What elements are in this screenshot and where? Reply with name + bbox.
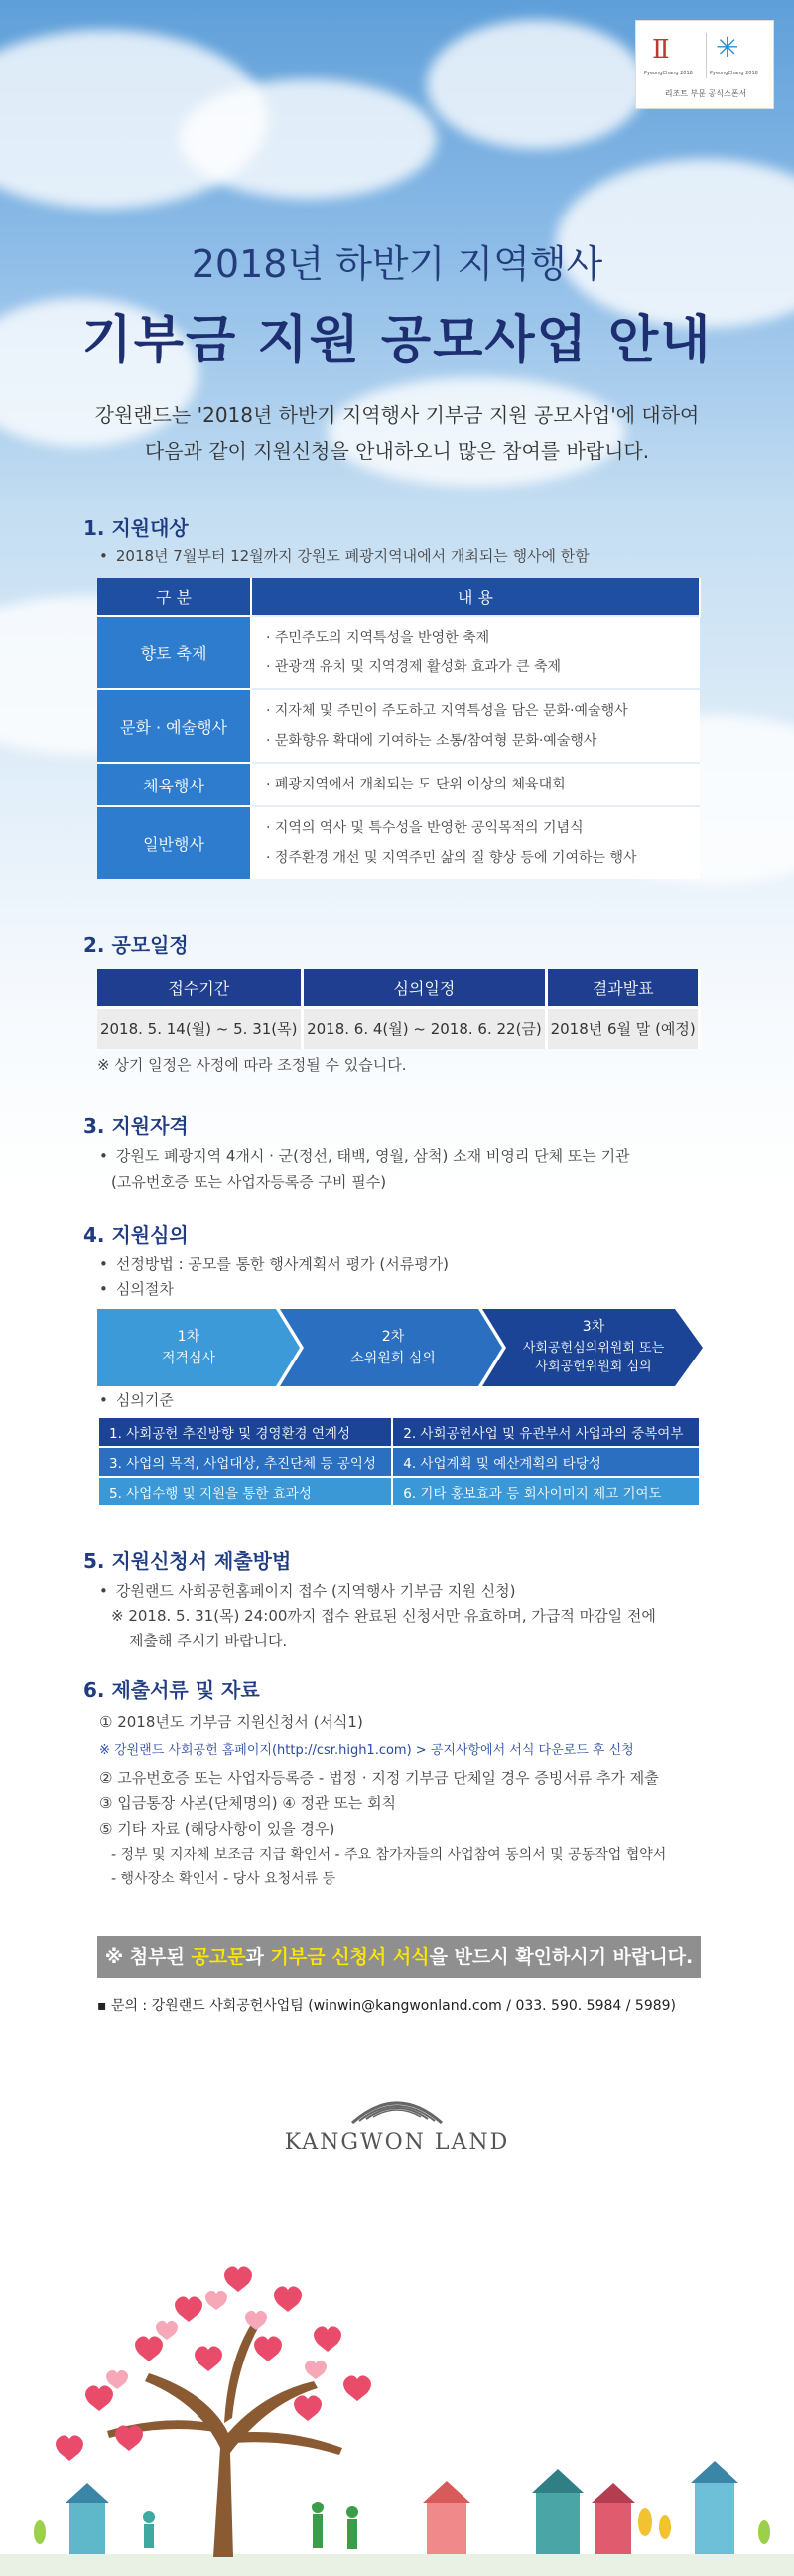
criteria-label-text: 심의기준 — [115, 1391, 174, 1409]
schedule-header: 심의일정 — [302, 969, 547, 1007]
support-target-table — [97, 578, 701, 879]
bullet-icon: • — [99, 1255, 108, 1273]
criteria-cell: 4. 사업계획 및 예산계획의 타당성 — [392, 1447, 700, 1477]
bullet-icon: • — [99, 1582, 108, 1600]
step2-desc: 소위원회 심의 — [350, 1351, 436, 1366]
pyeongchang-olympic-emblem-icon: Ⅱ — [652, 35, 670, 65]
section4-procedure-label — [99, 1277, 174, 1302]
criteria-cell: 3. 사업의 목적, 사업대상, 추진단체 등 공익성 — [98, 1447, 392, 1477]
criteria-cell: 6. 기타 홍보효과 등 회사이미지 제고 기여도 — [392, 1477, 700, 1506]
section6-item5: ⑤ 기타 자료 (해당사항이 있을 경우) — [99, 1820, 335, 1838]
row-line: · 주민주도의 지역특성을 반영한 축제 — [266, 630, 490, 645]
intro-line2: 다음과 같이 지원신청을 안내하오니 많은 참여를 바랍니다. — [144, 439, 650, 463]
section5-line2: ※ 2018. 5. 31(목) 24:00까지 접수 완료된 신청서만 유효하며, 가급적 마감일 전에 — [111, 1607, 656, 1625]
criteria-cell: 5. 사업수행 및 지원을 통한 효과성 — [98, 1477, 392, 1506]
section6-item1-note: ※ 강원랜드 사회공헌 홈페이지(http://csr.high1.com) > 공지사항에서 서식 다운로드 후 신청 — [99, 1743, 634, 1758]
step2-arrow — [280, 1309, 502, 1386]
brand-name: KANGWON LAND — [284, 2130, 510, 2155]
step3-label: 3차 — [582, 1319, 605, 1335]
row-line: · 지역의 역사 및 특수성을 반영한 공익목적의 기념식 — [266, 820, 584, 836]
review-criteria-table — [97, 1416, 701, 1507]
table-row — [97, 616, 700, 689]
pyeongchang-paralympic-emblem-icon: ✳ — [716, 31, 739, 64]
row-category: 향토 축제 — [97, 616, 251, 689]
schedule-value: 2018. 6. 4(월) ~ 2018. 6. 22(금) — [302, 1007, 547, 1049]
section6-item3: ③ 입금통장 사본(단체명의) ④ 정관 또는 회칙 — [99, 1794, 397, 1812]
row-content — [251, 806, 700, 879]
step1-arrow — [97, 1309, 300, 1386]
step3-desc1: 사회공헌심의위원회 또는 — [522, 1341, 665, 1356]
row-line: · 지자체 및 주민이 주도하고 지역특성을 담은 문화·예술행사 — [266, 703, 628, 719]
title-line1: 2018년 하반기 지역행사 — [191, 242, 603, 286]
section1-bullet — [99, 544, 590, 569]
step1-label: 1차 — [177, 1329, 200, 1345]
table-row — [98, 1417, 700, 1447]
schedule-value: 2018년 6월 말 (예정) — [547, 1007, 700, 1049]
table-row — [97, 1007, 700, 1049]
section6-item1: ① 2018년도 기부금 지원신청서 (서식1) — [99, 1713, 363, 1731]
review-procedure-arrows — [97, 1309, 703, 1386]
tree-and-village-illustration — [0, 2205, 794, 2576]
village-houses — [66, 2461, 738, 2554]
contact-info: ▪ 문의 : 강원랜드 사회공헌사업팀 (winwin@kangwonland.com / 033. 590. 5984 / 5989) — [97, 1998, 677, 2014]
schedule-table — [97, 969, 701, 1049]
table-row — [98, 1447, 700, 1477]
row-content — [251, 763, 700, 806]
sponsor-caption: 리조트 부문 공식스폰서 — [664, 89, 747, 98]
bullet-icon: • — [99, 1280, 108, 1298]
notice-suffix: 을 반드시 확인하시기 바랍니다. — [429, 1946, 694, 1968]
row-category: 문화 · 예술행사 — [97, 689, 251, 763]
section4-method-text: 선정방법 : 공모를 통한 행사계획서 평가 (서류평가) — [115, 1255, 450, 1273]
col-category: 구 분 — [97, 578, 251, 616]
section1-heading: 1. 지원대상 — [83, 516, 189, 540]
section5-heading: 5. 지원신청서 제출방법 — [83, 1549, 292, 1573]
intro-text — [0, 397, 794, 469]
section4-criteria-label — [99, 1388, 174, 1413]
criteria-cell: 2. 사회공헌사업 및 유관부서 사업과의 중복여부 — [392, 1417, 700, 1447]
cloud — [179, 79, 437, 199]
bullet-icon: • — [99, 1147, 108, 1165]
ground — [0, 2554, 794, 2576]
row-line: · 폐광지역에서 개최되는 도 단위 이상의 체육대회 — [266, 777, 566, 792]
schedule-note: ※ 상기 일정은 사정에 따라 조정될 수 있습니다. — [97, 1056, 407, 1073]
section3-heading: 3. 지원자격 — [83, 1114, 189, 1138]
schedule-value: 2018. 5. 14(월) ~ 5. 31(목) — [97, 1007, 302, 1049]
table-row — [98, 1477, 700, 1506]
section3-line1-text: 강원도 폐광지역 4개시 · 군(정선, 태백, 영월, 삼척) 소재 비영리 단체 또는 기관 — [115, 1147, 630, 1165]
step2-label: 2차 — [381, 1329, 405, 1345]
section2-heading: 2. 공모일정 — [83, 933, 189, 957]
notice-highlight-announcement: 공고문 — [191, 1946, 246, 1968]
section3-line2: (고유번호증 또는 사업자등록증 구비 필수) — [111, 1173, 387, 1191]
intro-line1: 강원랜드는 '2018년 하반기 지역행사 기부금 지원 공모사업'에 대하여 — [94, 403, 700, 427]
section4-method — [99, 1252, 449, 1277]
row-category: 체육행사 — [97, 763, 251, 806]
bullet-icon: • — [99, 1391, 108, 1409]
col-content: 내 용 — [251, 578, 700, 616]
section3-line1 — [99, 1144, 630, 1169]
row-content — [251, 616, 700, 689]
title-line2: 기부금 지원 공모사업 안내 — [81, 311, 713, 370]
notice-mid: 과 — [245, 1946, 271, 1968]
row-line: · 정주환경 개선 및 지역주민 삶의 질 향상 등에 기여하는 행사 — [266, 850, 637, 866]
row-category: 일반행사 — [97, 806, 251, 879]
section6-item5-b: - 행사장소 확인서 - 당사 요청서류 등 — [111, 1871, 336, 1887]
cloud — [427, 20, 645, 149]
step3-desc2: 사회공헌위원회 심의 — [535, 1360, 652, 1374]
procedure-label-text: 심의절차 — [115, 1280, 174, 1298]
row-line: · 관광객 유치 및 지역경제 활성화 효과가 큰 축제 — [266, 659, 562, 675]
paralympic-emblem-text: PyeongChang 2018 — [710, 71, 758, 76]
section5-line3: 제출해 주시기 바랍니다. — [129, 1632, 288, 1649]
table-row — [97, 806, 700, 879]
notice-highlight-form: 기부금 신청서 서식 — [270, 1946, 430, 1968]
olympic-emblem-text: PyeongChang 2018 — [644, 71, 693, 76]
badge-divider — [706, 33, 707, 78]
people-figures — [143, 2502, 358, 2549]
section6-item2: ② 고유번호증 또는 사업자등록증 - 법정 · 지정 기부금 단체일 경우 증빙서류 추가 제출 — [99, 1769, 659, 1787]
table-row — [97, 763, 700, 806]
schedule-header: 접수기간 — [97, 969, 302, 1007]
schedule-header: 결과발표 — [547, 969, 700, 1007]
notice-banner — [97, 1936, 701, 1978]
bullet-icon: • — [99, 547, 108, 565]
section6-item5-a: - 정부 및 지자체 보조금 지급 확인서 - 주요 참가자들의 사업참여 동의서 및 공동작업 협약서 — [111, 1847, 667, 1863]
olympic-sponsor-badge — [635, 20, 774, 109]
row-line: · 문화향유 확대에 기여하는 소통/참여형 문화·예술행사 — [266, 733, 597, 749]
section1-bullet-text: 2018년 7월부터 12월까지 강원도 폐광지역내에서 개최되는 행사에 한함 — [115, 547, 590, 565]
section4-heading: 4. 지원심의 — [83, 1223, 189, 1247]
row-content — [251, 689, 700, 763]
table-row — [97, 689, 700, 763]
tree-branch — [234, 2432, 342, 2455]
criteria-cell: 1. 사회공헌 추진방향 및 경영환경 연계성 — [98, 1417, 392, 1447]
section5-line1-text: 강원랜드 사회공헌홈페이지 접수 (지역행사 기부금 지원 신청) — [115, 1582, 516, 1600]
step1-desc: 적격심사 — [161, 1351, 216, 1366]
section5-line1 — [99, 1579, 515, 1604]
section6-heading: 6. 제출서류 및 자료 — [83, 1678, 260, 1702]
notice-prefix: ※ 첨부된 — [104, 1946, 192, 1968]
